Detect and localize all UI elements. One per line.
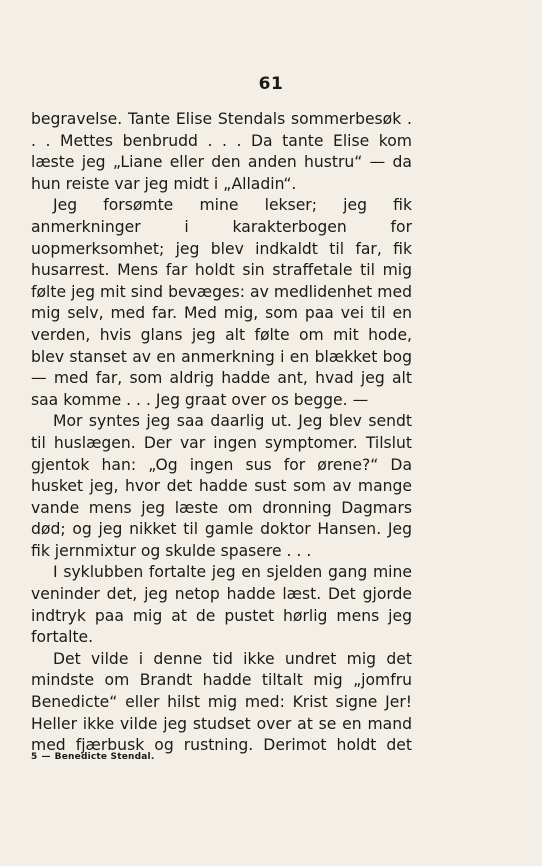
signature-footer	[31, 752, 158, 762]
paragraph-5: Det vilde i denne tid ikke undret mig det mindste om Brandt hadde tiltalt mig „jomfru Benedicte“ eller hilst mig med: Krist signe Jer! Heller ikke vilde jeg studset over at se en mand med fjærbusk og rustning. Derimot holdt det	[31, 649, 412, 755]
signature-title: Benedicte Stendal.	[54, 752, 155, 762]
paragraph-4: I syklubben fortalte jeg en sjelden gang mine veninder det, jeg netop hadde læst. Det gjorde indtryk paa mig at de pustet hørlig mens jeg fortalte.	[31, 563, 412, 647]
signature-number: 5	[31, 752, 38, 762]
paragraph-1: begravelse. Tante Elise Stendals sommerbesøk . . . Mettes benbrudd . . . Da tante Elise kom læste jeg „Liane eller den anden hustru“ — da hun reiste var jeg midt i „Alladin“.	[31, 110, 412, 193]
signature-dash: —	[41, 752, 51, 762]
page-number: 61	[258, 74, 284, 94]
paragraph-3: Mor syntes jeg saa daarlig ut. Jeg blev sendt til huslægen. Der var ingen symptomer. Tilslut gjentok han: „Og ingen sus for ørene?“ Da husket jeg, hvor det hadde sust som av mange vande mens jeg læste om dronning Dagmars død; og jeg nikket til gamle doktor Hansen. Jeg fik jernmixtur og skulde spasere . . .	[31, 412, 412, 560]
paragraph-2: Jeg forsømte mine lekser; jeg fik anmerkninger i karakterbogen for uopmerksomhet; jeg blev indkaldt til far, fik husarrest. Mens far holdt sin straffetale til mig følte jeg mit sind bevæges: av medlidenhet med mig selv, med far. Med mig, som paa vei til en verden, hvis glans jeg alt følte om mit hode, blev stanset av en anmerkning i en blækket bog — med far, som aldrig hadde ant, hvad jeg alt saa komme . . . Jeg graat over os begge. —	[31, 196, 412, 409]
body-text	[31, 109, 412, 757]
